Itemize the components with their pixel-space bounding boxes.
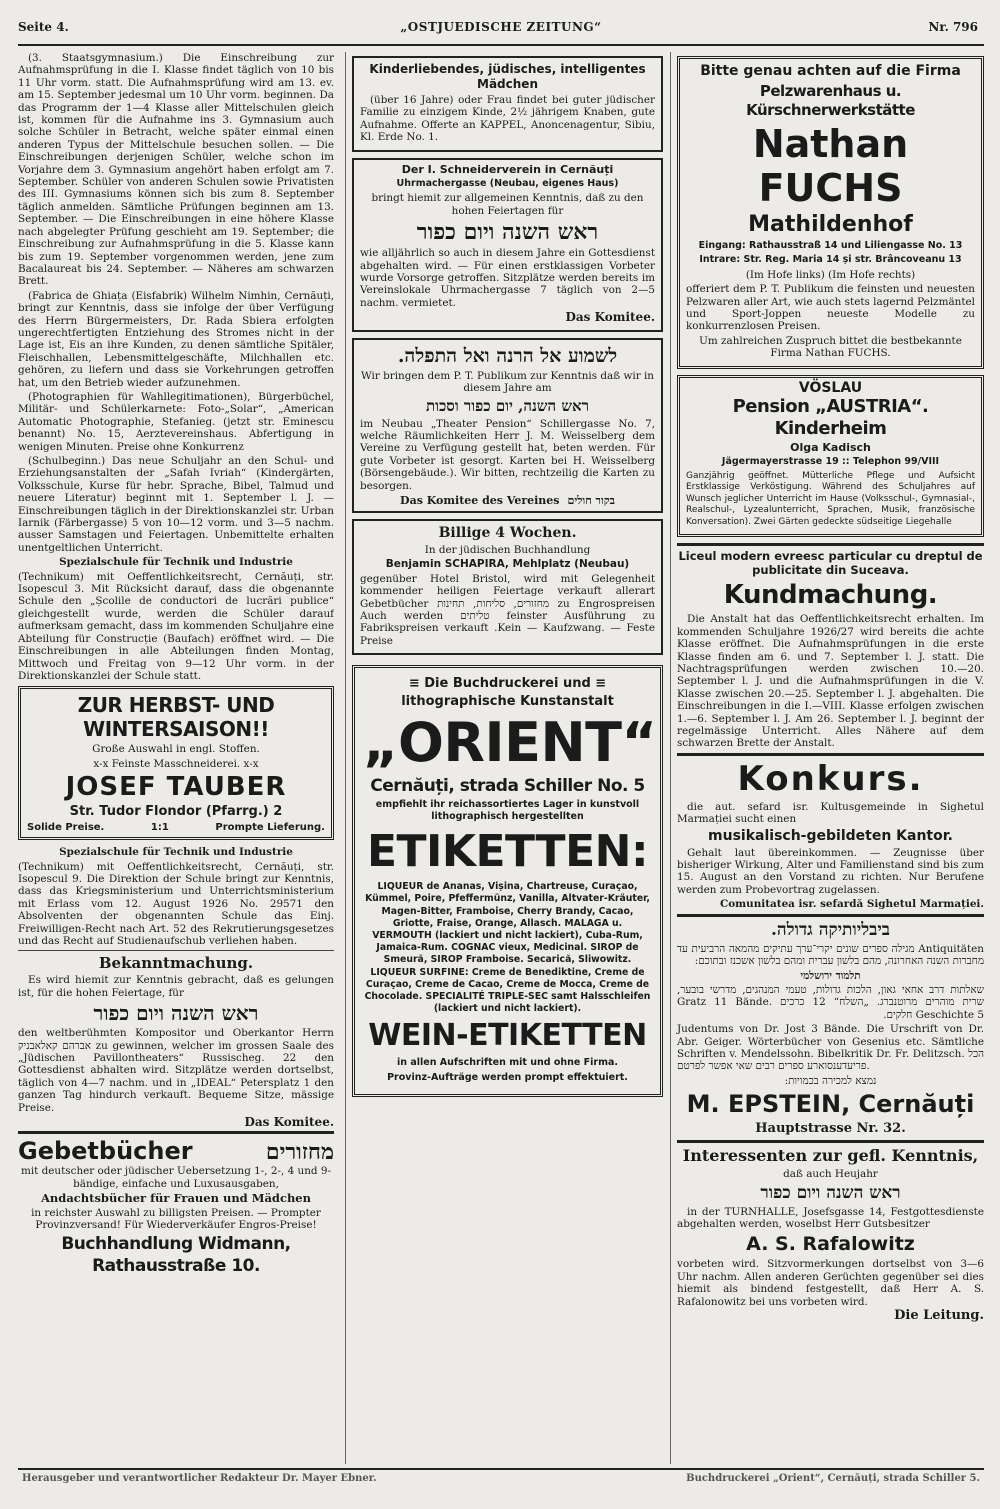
widmann-name: Buchhandlung Widmann, Rathausstraße 10. <box>61 1234 291 1277</box>
konkurs-title: Konkurs. <box>737 758 924 799</box>
technikum-title-2: Spezialschule für Technik und Industrie <box>59 846 293 859</box>
footer-printer: Buchdruckerei „Orient“, Cernăuți, strada Schiller 5. <box>686 1473 980 1484</box>
interessenten-text2: vorbeten wird. Sitzvormerkungen dortselbst von 3—6 Uhr nachm. Allen anderen Gerüchten gegenüber sei dies hiemit als bindend festgestellt, daß Herr A. S. Rafalonowitz bei uns vorbeten wird. <box>677 1258 984 1308</box>
orient-list: LIQUEUR de Ananas, Vișina, Chartreuse, Curaçao, Kümmel, Poire, Pfeffermünz, Vanilla, Altvater-Kräuter, Magen-Bitter, Framboise, Cherry Brandy, Cacao, Griotte, Fraise, Orange, Allasch. MALAGA u. VERMOUTH (lackiert und nicht lackiert), Cuba-Rum, Jamaica-Rum. COGNAC vieux, Medicinal. SIROP de Smeură, SIROP Framboise. Secarică, Sliwowitz. LIQUEUR SURFINE: Creme de Benediktine, Creme de Curaçao, Creme de Cacao, Creme de Mocca, Creme de Chocolade. SPECIALITÉ TRIPLE-SEC samt Halsschleifen (lackiert und nicht lackiert). <box>364 881 651 1015</box>
orient-etiketten: ETIKETTEN: <box>366 826 649 878</box>
schapira-name: Benjamin SCHAPIRA, Mehlplatz (Neubau) <box>385 558 630 571</box>
ad-tauber <box>18 686 334 840</box>
issue-number: Nr. 796 <box>928 20 978 34</box>
schneider-text1: bringt hiemit zur allgemeinen Kenntnis, daß zu den hohen Feiertagen für <box>371 192 644 217</box>
fuchs-line1: Bitte genau achten auf die Firma <box>700 63 961 79</box>
tauber-mid: 1:1 <box>150 822 169 834</box>
voslau-title: VÖSLAU <box>798 379 863 396</box>
konkurs-sign: Comunitatea isr. sefardă Sighetul Marmației. <box>719 898 984 911</box>
schneider-subtitle: Uhrmachergasse (Neubau, eigenes Haus) <box>396 178 619 190</box>
bekanntmachung-sign: Das Komitee. <box>244 1115 334 1130</box>
liceul-title: Liceul modern evreesc particular cu dreptul de publicitate din Suceava. <box>678 549 983 578</box>
tefila-hebrew-dates: ראש השנה, יום כפור וסכות <box>425 396 589 415</box>
fuchs-text: offeriert dem P. T. Publikum die feinsten und neuesten Pelzwaren aller Art, wie auch stets lagernd Pelzmäntel und Sport-Joppen neueste Modelle zu konkurrenzlosen Preisen. <box>686 283 975 333</box>
voslau-text: Ganzjährig geöffnet. Mütterliche Pflege und Aufsicht Erstklassige Verköstigung. Während des Schuljahres auf Wunsch jeglicher Unterricht im Hause (Volksschul-, Gymnasial-, Realschul-, Lyzealunterricht, Sprachen, Musik, französische Konversation). Zwei Gärten gedeckte südseitige Liegehalle <box>686 470 975 527</box>
news-eisfabrik: (Fabrica de Ghiața (Eisfabrik) Wilhelm Nimhin, Cernăuți, bringt zur Kenntnis, dass sie infolge der über Verfügung des Herrn Bürgermeisters, Dr. Rada Sbiera erfolgten ungerechtfertigten Entziehung des Stromes nicht in der Lage ist, Eis an ihre Kunden, zu denen sämtliche Spitäler, Fleischhallen, Lebensmittelgeschäfte, Milchhallen etc. gehören, zu liefern und dass sie Vorkehrungen getroffen hat, um den Betrieb wieder aufzunehmen. <box>18 289 334 389</box>
tefila-hebrew-title: לשמוע אל הרנה ואל התפלה. <box>397 344 618 367</box>
fuchs-place: Mathildenhof <box>748 212 913 237</box>
fuchs-end: Um zahlreichen Zuspruch bittet die bestbekannte Firma Nathan FUCHS. <box>699 334 962 360</box>
schapira-title: Billige 4 Wochen. <box>438 524 577 541</box>
kinder-text: (über 16 Jahre) oder Frau findet bei guter jüdischer Familie zu einzigem Kinde, 2½ jährigem Knaben, gute Aufnahme. Offerte an KAPPEL, Anoncenagentur, Sibiu, Kl. Erde No. 1. <box>360 94 655 144</box>
bekanntmachung-hebrew: ראש השנה ויום כפור <box>93 1001 259 1026</box>
bekanntmachung-text1: Es wird hiemit zur Kenntnis gebracht, daß es gelungen ist, für die hohen Feiertage, für <box>18 974 334 999</box>
epstein-text: Judentums von Dr. Jost 3 Bände. Die Urschrift von Dr. Abr. Geiger. Wörterbücher von Gesenius etc. Sämtliche Schriften v. Mendelssohn. Bibelkritik Dr. Fr. Delitzsch. הכל פריעדענסוארע ספרים רבים שאי אפשר לפרטם. <box>677 1023 984 1073</box>
tauber-address: Str. Tudor Flondor (Pfarrg.) 2 <box>69 804 283 820</box>
epstein-hebrew-title: ביבליותיקה גדולה. <box>770 919 890 940</box>
newspaper-title: „OSTJUEDISCHE ZEITUNG“ <box>400 20 602 34</box>
news-photographien: (Photographien für Wahllegitimationen), Bürgerbüchel, Militär- und Schülerkarnete: Foto-„Solar“, „American Automatic Photographie, Stefanieg. (jetzt str. Eminescu benannt) No. 15, Aerztevereinshaus. Abfertigung in wenigen Minuten. Preise ohne Konkurrenz <box>18 390 334 453</box>
epstein-address: Hauptstrasse Nr. 32. <box>755 1121 906 1137</box>
ad-schneiderverein <box>352 158 663 332</box>
orient-line1: ≡ Die Buchdruckerei und ≡ <box>408 676 607 692</box>
fuchs-addr2: Intrare: Str. Reg. Maria 14 și str. Brâncoveanu 13 <box>699 254 962 266</box>
newspaper-page <box>18 14 984 1498</box>
schneider-hebrew: ראש השנה ויום כפור <box>416 219 599 246</box>
technikum-title-1: Spezialschule für Technik und Industrie <box>59 556 293 569</box>
schneider-text2: wie alljährlich so auch in diesem Jahre ein Gottesdienst abgehalten wird. — Für einen erstklassigen Vorbeter wurde Vorsorge getroffen. Sitzplätze werden bereits im Vereinslokale Uhrmachergasse 7 täglich von 2—5 nachm. vermietet. <box>360 247 655 309</box>
epstein-hebrew3: שאלתות דרב אחאי גאון, הלכות גדולות, טעמי המנהגים, מדרשי בובער, שרית מוהרים מרוטנברג. „השלח“ 12 כרכים Gratz 11 Bände. Geschichte 5 חלקים. <box>677 983 984 1021</box>
schneider-sign: Das Komitee. <box>565 310 655 325</box>
ad-orient <box>352 665 663 1097</box>
footer-publisher: Herausgeber und verantwortlicher Redakteur Dr. Mayer Ebner. <box>22 1473 377 1484</box>
bekanntmachung-title: Bekanntmachung. <box>98 954 254 973</box>
fuchs-name: Nathan FUCHS <box>752 122 909 210</box>
ad-kinder <box>352 56 663 152</box>
ad-tefila <box>352 338 663 513</box>
page-number: Seite 4. <box>18 20 69 34</box>
orient-address: Cernăuți, strada Schiller No. 5 <box>370 776 645 797</box>
voslau-address: Jägermayerstrasse 19 :: Telephon 99/VIII <box>721 456 940 468</box>
schapira-line1: In der jüdischen Buchhandlung <box>424 543 591 556</box>
konkurs-text1: die aut. sefard isr. Kultusgemeinde in Sighetul Marmației sucht einen <box>677 800 984 826</box>
ad-vöslau <box>677 375 984 538</box>
voslau-name: Pension „AUSTRIA“. Kinderheim <box>732 396 929 440</box>
epstein-hebrew2: תלמוד ירושלמי <box>800 969 861 982</box>
tauber-line1: Große Auswahl in engl. Stoffen. <box>92 743 260 756</box>
gebet-text2: in reichster Auswahl zu billigsten Preisen. — Prompter Provinzversand! Für Wiederverkäufer Engros-Preise! <box>31 1206 321 1232</box>
ad-schapira <box>352 519 663 655</box>
rafalowitz-name: A. S. Rafalowitz <box>746 1233 915 1256</box>
tauber-left: Solide Preise. <box>27 822 105 834</box>
epstein-hebrew4: נמצא למכירה בכמויות: <box>784 1074 877 1087</box>
news-gymnasium: (3. Staatsgymnasium.) Die Einschreibung zur Aufnahmsprüfung in die I. Klasse findet täglich von 10 bis 11 Uhr vorm. statt. Die Aufnahmsprüfung wird am 13. ev. am 15. September jedesmal um 10 Uhr vorm. beginnen. Da das Programm der 1—4 Klasse aller Mittelschulen gleich ist, kommen für die Aufnahme ins 3. Gymnasium auch solche Schüler in Betracht, welche später einmal einen anderen Typus der Mittelschule besuchen sollen. — Die Einschreibungen derjenigen Schüler, welche schon im Vorjahre dem 3. Gymnasium angehört haben erfolgt am 7. September. Schüler von anderen Schulen sowie Privatisten des III. Gymnasiums können sich bis zum 8. September täglich anmelden. Sämtliche Prüfungen beginnen am 13. September. — Die Einschreibungen in eine höhere Klasse nach abgelegter Prüfung geschieht am 19. September; die Einschreibung zur Aufnahmsprüfung in die 5. Klasse kann bis zum 19. September vorgenommen werden, jene zum Bacalaureat bis 24. September. — Näheres am schwarzen Brett. <box>18 52 334 288</box>
kundmachung-title: Kundmachung. <box>723 580 938 611</box>
orient-all: in allen Aufschriften mit und ohne Firma. <box>397 1057 618 1069</box>
voslau-owner: Olga Kadisch <box>790 441 871 455</box>
orient-wein: WEIN-ETIKETTEN <box>368 1018 647 1054</box>
kinder-title: Kinderliebendes, jüdisches, intelligentes Mädchen <box>369 62 646 91</box>
bekanntmachung-text2: den weltberühmten Kompositor und Oberkantor Herrn אברהם קאלאבניק zu gewinnen, welcher im grossen Saale des „Jüdischen Pavillontheaters“ Russischeg. 22 den Gottesdienst abhalten wird. Sitzplätze werden dortselbst, täglich von 4—7 nachm. und in „IDEAL“ Petersplatz 1 den ganzen Tag hindurch verkauft. Bequeme Sitze, mässige Preise. <box>18 1027 334 1114</box>
epstein-name: M. EPSTEIN, Cernăuți <box>686 1090 975 1119</box>
orient-name: „ORIENT“ <box>363 711 657 775</box>
column-right <box>670 52 984 1464</box>
ad-fuchs <box>677 56 984 369</box>
interessenten-title: Interessenten zur gefl. Kenntnis, <box>682 1146 979 1166</box>
fuchs-addr1: Eingang: Rathausstraß 14 und Liliengasse No. 13 <box>698 240 963 251</box>
interessenten-text1: in der TURNHALLE, Josefsgasse 14, Festgottesdienste abgehalten werden, woselbst Herr Gutsbesitzer <box>677 1205 984 1230</box>
tefila-sign: Das Komitee des Vereines <box>400 493 560 507</box>
orient-line2: lithographische Kunstanstalt <box>401 694 614 710</box>
interessenten-hebrew: ראש השנה ויום כפור <box>760 1182 901 1203</box>
gebet-hebrew: מחזורים <box>265 1139 334 1166</box>
fuchs-addr3: (Im Hofe links) (Im Hofe rechts) <box>745 268 916 281</box>
interessenten-line1: daß auch Heujahr <box>783 1168 878 1181</box>
orient-provinz: Provinz-Aufträge werden prompt effektuiert. <box>387 1071 628 1083</box>
news-technikum-2: (Technikum) mit Oeffentlichkeitsrecht, Cernăuți, str. Isopescul 9. Die Direktion der Schule bringt zur Kenntnis, dass das Kriegsministerium und Unterrichtsministerium mit Erlass vom 12. August 1926 No. 29571 den Absolventen der obgenannten Schule das Einj. Freiwilligen-Recht nach Art. 52 des Rekrutierungsgesetzes und das Recht auf Studienaufschub verliehen haben. <box>18 860 334 947</box>
schapira-text: gegenüber Hotel Bristol, wird mit Gelegenheit kommender heiligen Feiertage verkauft allerart Gebetbücher מחזורים, סליחות, תחינות zu Engrospreisen Auch werden טליתים feinster Ausführung zu Fabrikspreisen verkauft .Kein — Kaufzwang. — Feste Preise <box>360 572 655 647</box>
news-schulbeginn: (Schulbeginn.) Das neue Schuljahr an den Schul- und Erziehungsanstalten der „Safah Ivriah“ (Kindergärten, Volksschule, Kurse für hebr. Sprache, Bibel, Talmud und neuere Literatur) beginnt mit 1. September l. J. — Einschreibungen täglich in der Direktionskanzlei str. Urban Iarnik (Färbergasse) 5 von 10—12 vorm. und 3—5 nachm. ausser Samstagen und Feiertagen. Unbemittelte erhalten unentgeltlichen Unterricht. <box>18 455 334 554</box>
epstein-hebrew1: Antiquitäten מגילה ספרים שונים יקרי־ערך עתיקים מהמאה הרביעית עד מחברות השנה האחרונה, מהם בלשון עברית ומהם בלשון אשכנז ובתוכם: <box>677 942 984 968</box>
orient-text: empfiehlt ihr reichassortiertes Lager in kunstvoll lithographisch hergestellten <box>375 799 640 823</box>
tefila-text2: im Neubau „Theater Pension“ Schillergasse No. 7, welche Räumlichkeiten Herr J. M. Weisselberg dem Vereine zu Verfügung gestellt hat, beten werden. Für gute Vorbeter ist gesorgt. Karten bei H. Weisselberg (Börsengebäude.). Wir bitten, rechtzeilig die Karten zu besorgen. <box>360 417 655 492</box>
page-footer <box>18 1468 984 1492</box>
fuchs-line2: Pelzwarenhaus u. Kürschnerwerkstätte <box>746 82 915 119</box>
tauber-right: Prompte Lieferung. <box>215 822 325 834</box>
konkurs-text2: Gehalt laut übereinkommen. — Zeugnisse über bisheriger Wirkung, Alter und Familienstand sind bis zum 15. August an den Vorstand zu richten. Nur Berufene werden zum Probevortrag zugelassen. <box>677 846 984 896</box>
page-header <box>18 14 984 46</box>
kundmachung-text: Die Anstalt hat das Oeffentlichkeitsrecht erhalten. Im kommenden Schuljahre 1926/27 wird bereits die achte Klasse eröffnet. Die Aufnahmsprüfungen in die erste Klasse finden am 6. und 7. September l. J. statt. Die Nachtragsprüfungen werden zwischen 10.—20. September l. J. und die Aufnahmsprüfungen in die V. Klasse zwischen 20.—25. September l. J. abgehalten. Die Einschreibungen in die I.—VIII. Klasse erfolgen zwischen 1.—6. September l. J. Am 26. September l. J. beginnt der regelmässige Unterricht. Alles Nähere auf dem schwarzen Brette der Anstalt. <box>677 613 984 750</box>
gebet-text1: mit deutscher oder jüdischer Uebersetzung 1-, 2-, 4 und 9- bändige, einfache und Luxusausgaben, <box>20 1165 332 1190</box>
tauber-name: JOSEF TAUBER <box>65 772 287 803</box>
interessenten-sign: Die Leitung. <box>894 1308 984 1323</box>
schneider-title: Der I. Schneiderverein in Cernăuți <box>401 162 614 176</box>
tauber-headline: ZUR HERBST- UND WINTERSAISON!! <box>77 693 275 742</box>
tefila-text1: Wir bringen dem P. T. Publikum zur Kenntnis daß wir in diesem Jahre am <box>361 369 654 395</box>
tauber-line2: x-x Feinste Masschneiderei. x-x <box>93 757 259 770</box>
column-left <box>18 52 334 1464</box>
andacht-title: Andachtsbücher für Frauen und Mädchen <box>41 1191 311 1206</box>
tefila-sign-hebrew: בקור חולים <box>567 493 615 507</box>
news-technikum-1: (Technikum) mit Oeffentlichkeitsrecht, Cernăuți, str. Isopescul 3. Mit Rücksicht darauf, dass die obgenannte Schule den „Școlile de conductori de lucrări publice“ gleichgestellt wurde, werden die Schüler darauf aufmerksam gemacht, dass im kommenden Schuljahre eine Abteilung für Construcție (Baufach) eröffnet wird. — Die Einschreibungen in alle Abteilungen finden Montag, Mittwoch und Freitag von 9—12 Uhr vorm. in der Direktionskanzlei der Schule statt. <box>18 570 334 682</box>
gebet-title: Gebetbücher <box>18 1137 193 1166</box>
column-middle <box>345 52 663 1464</box>
konkurs-kantor: musikalisch-gebildeten Kantor. <box>708 827 953 844</box>
